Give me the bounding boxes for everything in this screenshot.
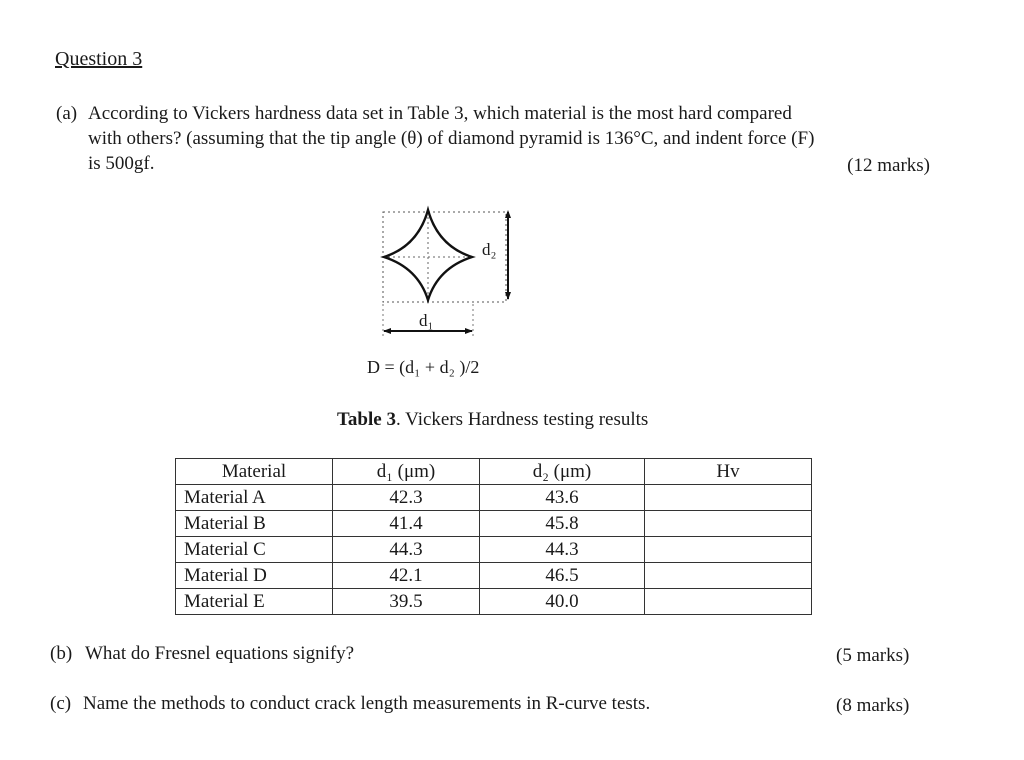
cell-material: Material B (176, 511, 333, 537)
header-material: Material (176, 459, 333, 485)
table-row (176, 563, 812, 589)
part-a-marks: (12 marks) (847, 155, 930, 176)
part-b-label: (b) (50, 643, 73, 664)
d2-label: d₂ (482, 240, 497, 259)
d1-arrow-right (465, 328, 473, 334)
cell-material: Material A (176, 485, 333, 511)
header-d1: d₁ (μm) (333, 459, 480, 485)
cell-hv (645, 485, 812, 511)
cell-d1: 41.4 (333, 511, 480, 537)
cell-material: Material C (176, 537, 333, 563)
table-header-row (176, 459, 812, 485)
part-a-line-2: with others? (assuming that the tip angle (θ) of diamond pyramid is 136°C, and indent force (F) (88, 128, 815, 149)
cell-d2: 45.8 (480, 511, 645, 537)
header-d2: d₂ (μm) (480, 459, 645, 485)
cell-hv (645, 589, 812, 615)
vickers-results-table (175, 458, 812, 615)
part-a-line-1: According to Vickers hardness data set in Table 3, which material is the most hard compared (88, 103, 792, 124)
part-c-text: Name the methods to conduct crack length measurements in R-curve tests. (83, 693, 651, 714)
table-row (176, 537, 812, 563)
part-a-line-3: is 500gf. (88, 153, 155, 174)
table-caption (337, 409, 648, 431)
cell-d1: 42.3 (333, 485, 480, 511)
part-a-label: (a) (56, 103, 78, 124)
cell-hv (645, 537, 812, 563)
question-heading: Question 3 (55, 48, 143, 70)
table-caption-number: Table 3 (337, 409, 396, 430)
part-c-marks: (8 marks) (836, 695, 910, 716)
cell-d2: 40.0 (480, 589, 645, 615)
d1-label: d₁ (419, 311, 434, 330)
cell-d2: 44.3 (480, 537, 645, 563)
table-row (176, 485, 812, 511)
cell-material: Material D (176, 563, 333, 589)
table-caption-text: . Vickers Hardness testing results (395, 409, 649, 430)
cell-d2: 43.6 (480, 485, 645, 511)
part-b-marks: (5 marks) (836, 645, 910, 666)
part-b-text: What do Fresnel equations signify? (85, 643, 355, 664)
table-row (176, 511, 812, 537)
d1-arrow-left (383, 328, 391, 334)
cell-d1: 39.5 (333, 589, 480, 615)
vickers-indent-diagram (360, 200, 540, 340)
cell-hv (645, 511, 812, 537)
cell-d1: 42.1 (333, 563, 480, 589)
table-row (176, 589, 812, 615)
cell-d1: 44.3 (333, 537, 480, 563)
cell-hv (645, 563, 812, 589)
cell-d2: 46.5 (480, 563, 645, 589)
cell-material: Material E (176, 589, 333, 615)
diameter-formula: D = (d₁ + d₂ )/2 (367, 357, 480, 377)
header-hv: Hv (645, 459, 812, 485)
part-c-label: (c) (50, 693, 72, 714)
